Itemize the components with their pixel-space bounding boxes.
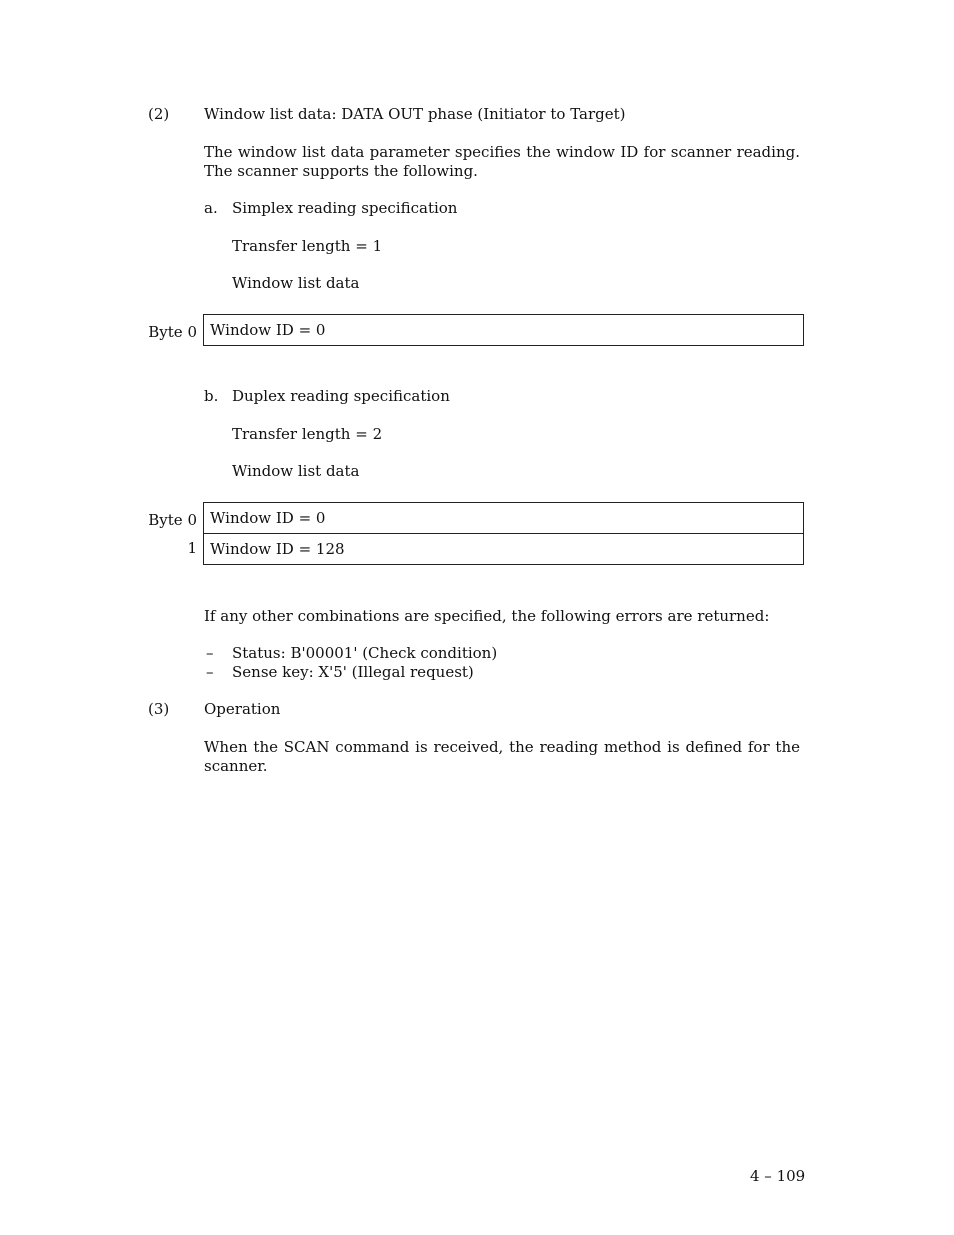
- section-3-body: When the SCAN command is received, the reading method is defined for the scanner.: [204, 738, 800, 775]
- section-2-number: (2): [148, 105, 170, 123]
- simplex-byte-label-0: Byte 0: [148, 323, 197, 341]
- duplex-window-list-label: Window list data: [232, 462, 360, 480]
- errors-intro: If any other combinations are specified, the following errors are returned:: [204, 607, 770, 625]
- duplex-byte-label-1: 1: [187, 539, 197, 557]
- section-2-heading: Window list data: DATA OUT phase (Initiator to Target): [204, 105, 626, 123]
- duplex-title: Duplex reading specification: [232, 387, 450, 405]
- simplex-window-list-label: Window list data: [232, 274, 360, 292]
- page-number: 4 – 109: [750, 1167, 806, 1185]
- section-2-intro: The window list data parameter specifies the window ID for scanner reading. The scanner supports the following.: [204, 143, 800, 180]
- table-row: Window ID = 0: [210, 321, 326, 339]
- section-3-heading: Operation: [204, 700, 281, 718]
- section-3-number: (3): [148, 700, 170, 718]
- table-row: Window ID = 128: [204, 533, 803, 564]
- errors-item-0: Status: B'00001' (Check condition): [232, 644, 498, 662]
- duplex-transfer-length: Transfer length = 2: [232, 425, 383, 443]
- simplex-window-list-table: [203, 314, 804, 346]
- simplex-title: Simplex reading specification: [232, 199, 458, 217]
- errors-dash-1: –: [206, 663, 214, 681]
- simplex-transfer-length: Transfer length = 1: [232, 237, 383, 255]
- table-row: Window ID = 0: [210, 509, 326, 527]
- duplex-byte-label-0: Byte 0: [148, 511, 197, 529]
- duplex-window-list-table: [203, 502, 804, 565]
- duplex-marker: b.: [204, 387, 219, 405]
- errors-dash-0: –: [206, 644, 214, 662]
- errors-item-1: Sense key: X'5' (Illegal request): [232, 663, 474, 681]
- simplex-marker: a.: [204, 199, 218, 217]
